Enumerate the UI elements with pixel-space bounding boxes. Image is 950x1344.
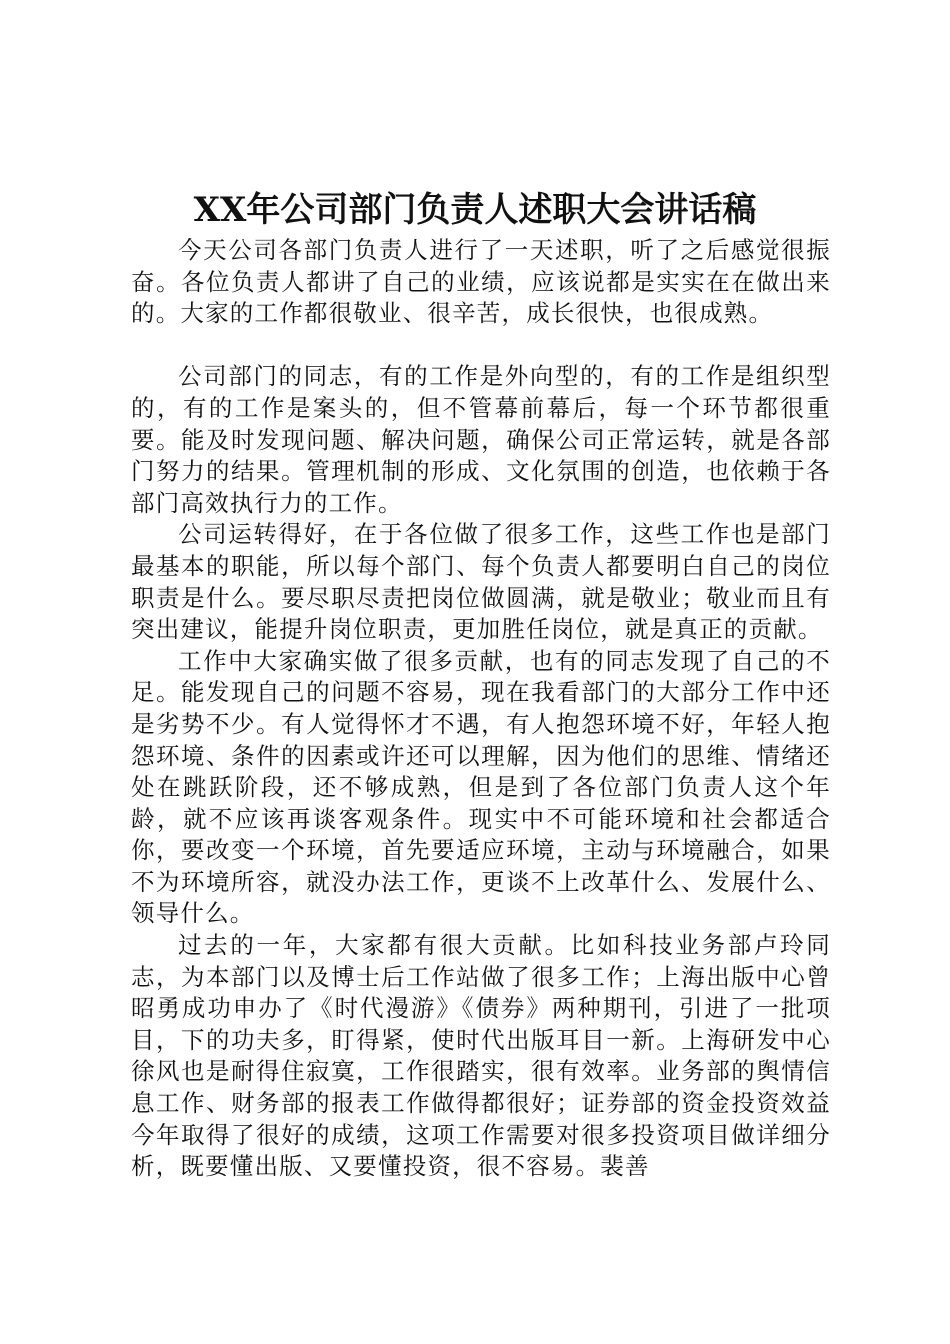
paragraph-1: 今天公司各部门负责人进行了一天述职，听了之后感觉很振奋。各位负责人都讲了自己的业绩，应该说都是实实在在做出来的。大家的工作都很敬业、很辛苦，成长很快，也很成熟。 (131, 236, 831, 328)
paragraph-3: 公司运转得好，在于各位做了很多工作，这些工作也是部门最基本的职能，所以每个部门、每个负责人都要明白自己的岗位职责是什么。要尽职尽责把岗位做圆满，就是敬业；敬业而且有突出建议，能提升岗位职责，更加胜任岗位，就是真正的贡献。 (131, 520, 831, 644)
paragraph-5: 过去的一年，大家都有很大贡献。比如科技业务部卢玲同志，为本部门以及博士后工作站做了很多工作；上海出版中心曾昭勇成功申办了《时代漫游》《债券》两种期刊，引进了一批项目，下的功夫多，盯得紧，使时代出版耳目一新。上海研发中心徐风也是耐得住寂寞，工作很踏实，很有效率。业务部的舆情信息工作、财务部的报表工作做得都很好；证券部的资金投资效益今年取得了很好的成绩，这项工作需要对很多投资项目做详细分析，既要懂出版、又要懂投资，很不容易。裴善 (131, 931, 831, 1181)
document-body (131, 235, 831, 1183)
document-title: XX年公司部门负责人述职大会讲话稿 (193, 190, 757, 230)
paragraph-2: 公司部门的同志，有的工作是外向型的，有的工作是组织型的，有的工作是案头的，但不管幕前幕后，每一个环节都很重要。能及时发现问题、解决问题，确保公司正常运转，就是各部门努力的结果。管理机制的形成、文化氛围的创造，也依赖于各部门高效执行力的工作。 (131, 362, 831, 517)
paragraph-4: 工作中大家确实做了很多贡献，也有的同志发现了自己的不足。能发现自己的问题不容易，现在我看部门的大部分工作中还是劣势不少。有人觉得怀才不遇，有人抱怨环境不好，年轻人抱怨环境、条件的因素或许还可以理解，因为他们的思维、情绪还处在跳跃阶段，还不够成熟，但是到了各位部门负责人这个年龄，就不应该再谈客观条件。现实中不可能环境和社会都适合你，要改变一个环境，首先要适应环境，主动与环境融合，如果不为环境所容，就没办法工作，更谈不上改革什么、发展什么、领导什么。 (131, 646, 831, 928)
